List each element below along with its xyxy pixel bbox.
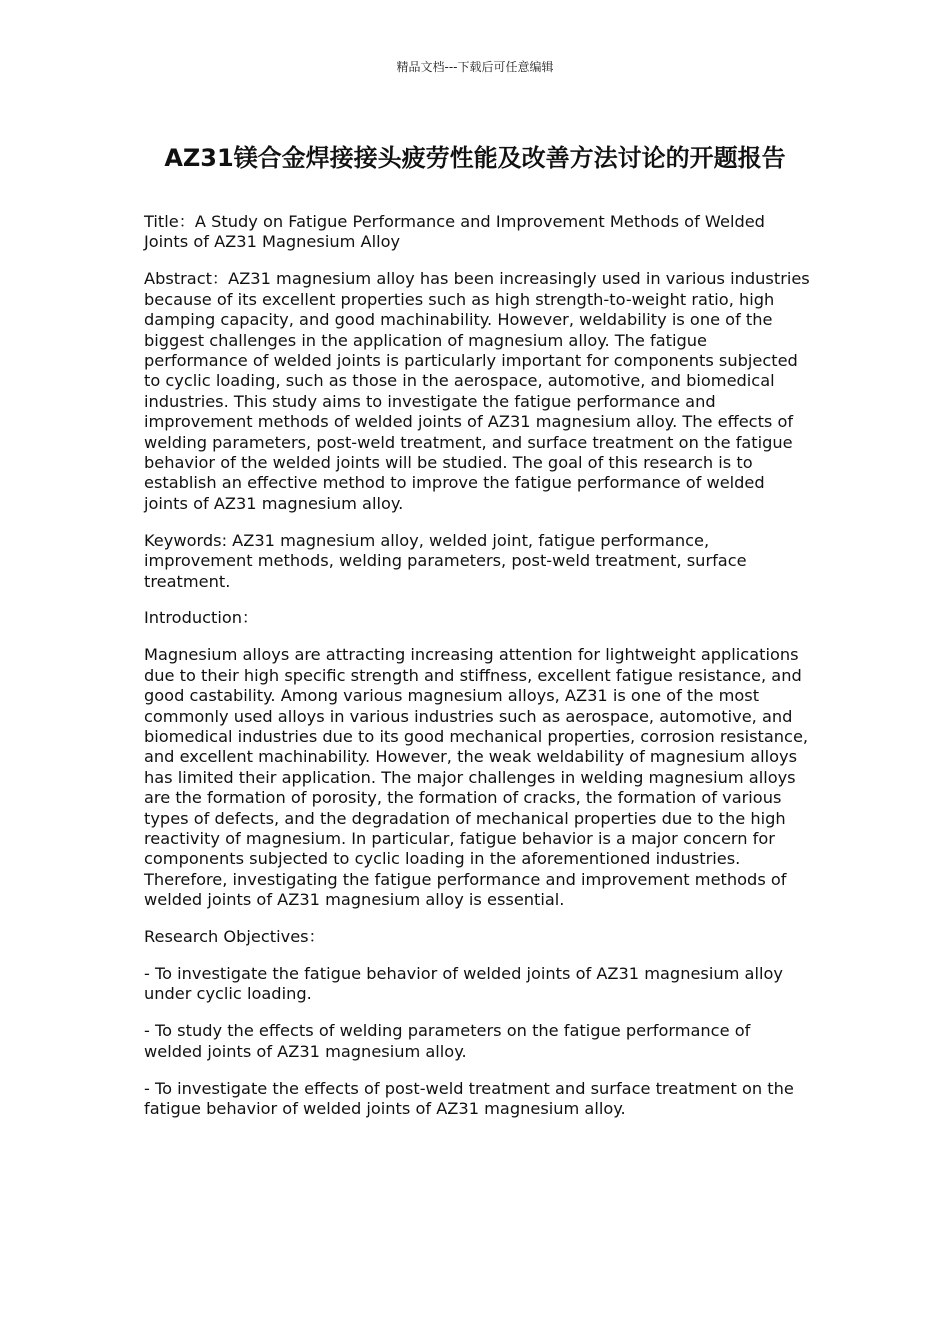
- abstract-paragraph: [144, 269, 810, 514]
- objective-item: - To study the effects of welding parameters on the fatigue performance of welded joints of AZ31 magnesium alloy.: [144, 1021, 751, 1061]
- introduction-heading: Introduction：: [144, 608, 259, 628]
- abstract-text: AZ31 magnesium alloy has been increasingly used in various industries because of its excellent properties such as high strength-to-weight ratio, high damping capacity, and good machinability. However, weldability is one of the biggest challenges in the application of magnesium alloy. The fatigue performance of welded joints is particularly important for components subjected to cyclic loading, such as those in the aerospace, automotive, and biomedical industries. This study aims to investigate the fatigue performance and improvement methods of welded joints of AZ31 magnesium alloy. The effects of welding parameters, post-weld treatment, and surface treatment on the fatigue behavior of the welded joints will be studied. The goal of this research is to establish an effective method to improve the fatigue performance of welded joints of AZ31 magnesium alloy.: [144, 269, 810, 513]
- abstract-label: Abstract：: [144, 269, 229, 289]
- document-body: [144, 212, 810, 1136]
- research-objectives-heading: Research Objectives：: [144, 927, 325, 947]
- objective-item: - To investigate the fatigue behavior of welded joints of AZ31 magnesium alloy under cyclic loading.: [144, 964, 783, 1004]
- keywords-paragraph: [144, 531, 810, 592]
- title-text: A Study on Fatigue Performance and Improvement Methods of Welded Joints of AZ31 Magnesium Alloy: [144, 212, 765, 252]
- objective-item: - To investigate the effects of post-weld treatment and surface treatment on the fatigue behavior of welded joints of AZ31 magnesium alloy.: [144, 1078, 794, 1119]
- title-label: Title：: [144, 212, 195, 231]
- header-note: 精品文档---下载后可任意编辑: [396, 60, 554, 74]
- keywords-text: AZ31 magnesium alloy, welded joint, fatigue performance, improvement methods, welding parameters, post-weld treatment, surface treatment.: [144, 530, 747, 591]
- introduction-text: Magnesium alloys are attracting increasing attention for lightweight applications due to their high specific strength and stiffness, excellent fatigue resistance, and good castability. Among various magnesium alloys, AZ31 is one of the most commonly used alloys in various industries such as aerospace, automotive, and biomedical industries due to its good mechanical properties, corrosion resistance, and excellent machinability. However, the weak weldability of magnesium alloys has limited their application. The major challenges in welding magnesium alloys are the formation of porosity, the formation of cracks, the formation of various types of defects, and the degradation of mechanical properties due to the high reactivity of magnesium. In particular, fatigue behavior is a major concern for components subjected to cyclic loading in the aforementioned industries. Therefore, investigating the fatigue performance and improvement methods of welded joints of AZ31 magnesium alloy is essential.: [144, 645, 809, 910]
- keywords-label: Keywords:: [144, 530, 233, 550]
- document-title: AZ31镁合金焊接接头疲劳性能及改善方法讨论的开题报告: [164, 144, 786, 172]
- title-paragraph: [144, 212, 810, 253]
